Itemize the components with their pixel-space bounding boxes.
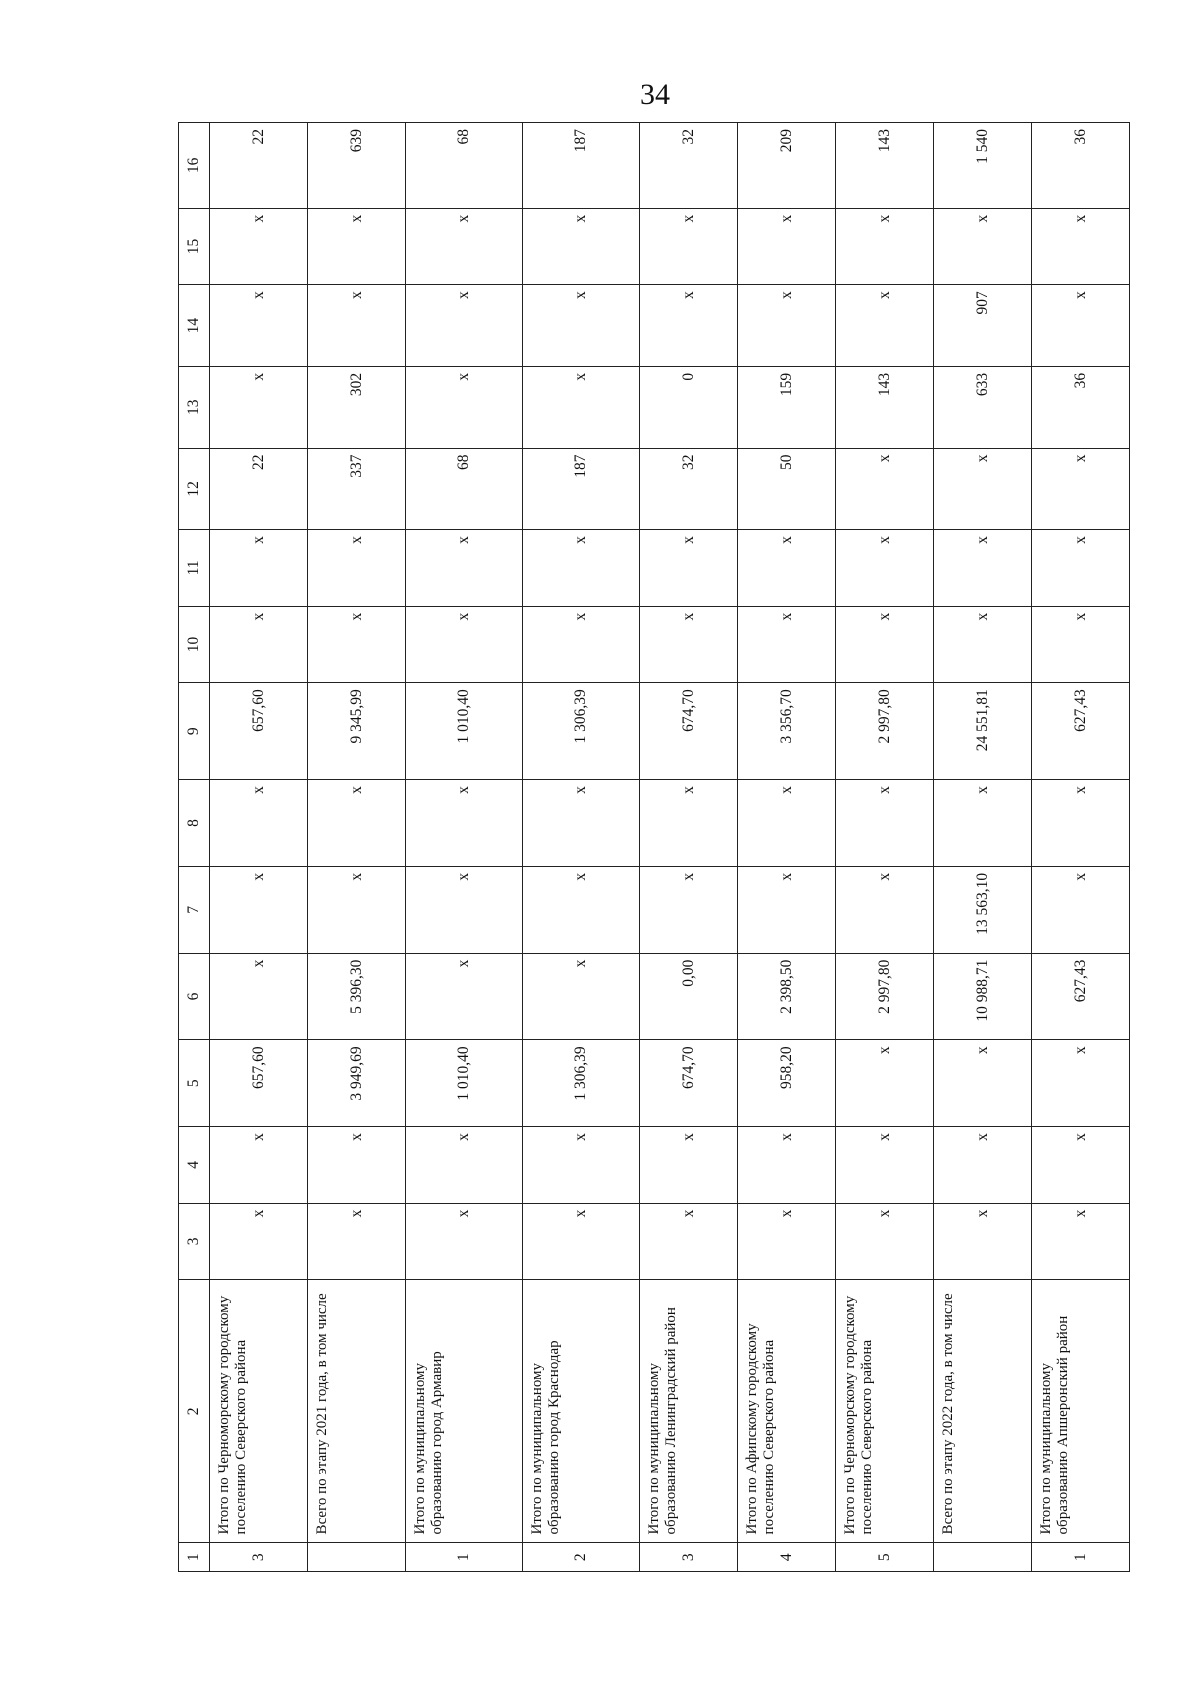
value-cell: x [406, 953, 523, 1040]
value-cell: x [1032, 285, 1130, 367]
value-cell: x [308, 1203, 406, 1280]
value-cell: x [210, 530, 308, 607]
value-cell: x [934, 1127, 1032, 1204]
row-number-cell: 5 [836, 1543, 934, 1572]
value-cell: 68 [406, 448, 523, 530]
value-cell: x [738, 1203, 836, 1280]
row-number-cell: 1 [406, 1543, 523, 1572]
value-cell: x [406, 1203, 523, 1280]
value-cell: 22 [210, 123, 308, 209]
value-cell: 13 563,10 [934, 866, 1032, 953]
column-number-cell: 7 [179, 866, 210, 953]
value-cell: x [210, 606, 308, 683]
value-cell: x [640, 530, 738, 607]
value-cell: x [523, 530, 640, 607]
value-cell: x [934, 1040, 1032, 1127]
value-cell: 5 396,30 [308, 953, 406, 1040]
value-cell: x [523, 366, 640, 448]
value-cell: x [406, 366, 523, 448]
table-row [934, 123, 1032, 1572]
value-cell: x [406, 780, 523, 867]
value-cell: x [934, 448, 1032, 530]
value-cell: 337 [308, 448, 406, 530]
row-number-cell: 1 [1032, 1543, 1130, 1572]
table-row [1032, 123, 1130, 1572]
value-cell: 187 [523, 123, 640, 209]
value-cell: 143 [836, 123, 934, 209]
row-label-cell: Всего по этапу 2022 года, в том числе [934, 1280, 1032, 1543]
value-cell: x [934, 780, 1032, 867]
value-cell: x [738, 285, 836, 367]
value-cell: x [934, 606, 1032, 683]
column-number-cell: 10 [179, 606, 210, 683]
value-cell: x [1032, 606, 1130, 683]
value-cell: x [738, 606, 836, 683]
column-number-cell: 4 [179, 1127, 210, 1204]
value-cell: 2 997,80 [836, 953, 934, 1040]
value-cell: x [836, 1040, 934, 1127]
value-cell: 674,70 [640, 1040, 738, 1127]
row-number-cell: 3 [210, 1543, 308, 1572]
value-cell: x [210, 780, 308, 867]
row-number-cell [934, 1543, 1032, 1572]
row-label-cell: Итого по муниципальному образованию Ленинградский район [640, 1280, 738, 1543]
value-cell: x [210, 208, 308, 285]
row-number-cell: 2 [523, 1543, 640, 1572]
value-cell: 2 398,50 [738, 953, 836, 1040]
value-cell: 2 997,80 [836, 683, 934, 780]
value-cell: 50 [738, 448, 836, 530]
value-cell: 3 949,69 [308, 1040, 406, 1127]
value-cell: 32 [640, 448, 738, 530]
column-number-cell: 16 [179, 123, 210, 209]
value-cell: 1 010,40 [406, 1040, 523, 1127]
value-cell: x [210, 285, 308, 367]
value-cell: 627,43 [1032, 683, 1130, 780]
column-number-cell: 15 [179, 208, 210, 285]
table-row [210, 123, 308, 1572]
value-cell: x [523, 1203, 640, 1280]
value-cell: x [738, 780, 836, 867]
value-cell: x [640, 1127, 738, 1204]
value-cell: x [406, 1127, 523, 1204]
value-cell: x [836, 448, 934, 530]
value-cell: 22 [210, 448, 308, 530]
table-row [738, 123, 836, 1572]
value-cell: x [738, 530, 836, 607]
value-cell: 633 [934, 366, 1032, 448]
value-cell: x [210, 1203, 308, 1280]
value-cell: 3 356,70 [738, 683, 836, 780]
table-row [836, 123, 934, 1572]
row-label-cell: Итого по Черноморскому городскому поселению Северского района [210, 1280, 308, 1543]
value-cell: x [406, 530, 523, 607]
value-cell: x [836, 1203, 934, 1280]
column-number-cell: 14 [179, 285, 210, 367]
value-cell: x [308, 780, 406, 867]
value-cell: x [308, 208, 406, 285]
column-number-cell: 1 [179, 1543, 210, 1572]
value-cell: x [406, 285, 523, 367]
table-wrapper [178, 122, 1089, 1572]
value-cell: 657,60 [210, 683, 308, 780]
value-cell: 187 [523, 448, 640, 530]
value-cell: 674,70 [640, 683, 738, 780]
row-number-cell: 3 [640, 1543, 738, 1572]
value-cell: x [210, 866, 308, 953]
column-number-cell: 6 [179, 953, 210, 1040]
value-cell: 209 [738, 123, 836, 209]
value-cell: 1 306,39 [523, 1040, 640, 1127]
value-cell: x [1032, 866, 1130, 953]
column-number-cell: 8 [179, 780, 210, 867]
row-number-cell: 4 [738, 1543, 836, 1572]
value-cell: x [523, 1127, 640, 1204]
value-cell: 68 [406, 123, 523, 209]
value-cell: x [934, 530, 1032, 607]
value-cell: x [523, 606, 640, 683]
value-cell: x [308, 1127, 406, 1204]
value-cell: x [836, 285, 934, 367]
value-cell: x [1032, 448, 1130, 530]
column-number-cell: 9 [179, 683, 210, 780]
value-cell: 958,20 [738, 1040, 836, 1127]
value-cell: x [836, 606, 934, 683]
value-cell: x [934, 208, 1032, 285]
value-cell: 32 [640, 123, 738, 209]
value-cell: x [308, 866, 406, 953]
value-cell: x [738, 1127, 836, 1204]
value-cell: x [640, 208, 738, 285]
value-cell: x [523, 208, 640, 285]
value-cell: 159 [738, 366, 836, 448]
value-cell: x [1032, 530, 1130, 607]
value-cell: x [406, 866, 523, 953]
row-label-cell: Итого по Афипскому городскому поселению Северского района [738, 1280, 836, 1543]
value-cell: x [1032, 208, 1130, 285]
value-cell: x [836, 866, 934, 953]
value-cell: 627,43 [1032, 953, 1130, 1040]
column-number-cell: 13 [179, 366, 210, 448]
value-cell: x [523, 953, 640, 1040]
value-cell: 657,60 [210, 1040, 308, 1127]
value-cell: 10 988,71 [934, 953, 1032, 1040]
value-cell: x [210, 1127, 308, 1204]
row-number-cell [308, 1543, 406, 1572]
value-cell: x [308, 530, 406, 607]
table-row [308, 123, 406, 1572]
value-cell: x [1032, 1203, 1130, 1280]
value-cell: x [934, 1203, 1032, 1280]
value-cell: x [308, 285, 406, 367]
value-cell: x [836, 780, 934, 867]
column-number-cell: 3 [179, 1203, 210, 1280]
value-cell: x [640, 1203, 738, 1280]
value-cell: 36 [1032, 366, 1130, 448]
value-cell: 0,00 [640, 953, 738, 1040]
value-cell: x [1032, 1127, 1130, 1204]
value-cell: x [640, 780, 738, 867]
value-cell: x [523, 285, 640, 367]
column-number-cell: 12 [179, 448, 210, 530]
value-cell: x [640, 606, 738, 683]
value-cell: 143 [836, 366, 934, 448]
value-cell: x [523, 866, 640, 953]
value-cell: 24 551,81 [934, 683, 1032, 780]
value-cell: x [836, 530, 934, 607]
column-number-cell: 2 [179, 1280, 210, 1543]
value-cell: 302 [308, 366, 406, 448]
row-label-cell: Всего по этапу 2021 года, в том числе [308, 1280, 406, 1543]
value-cell: x [308, 606, 406, 683]
row-label-cell: Итого по Черноморскому городскому поселению Северского района [836, 1280, 934, 1543]
value-cell: x [836, 208, 934, 285]
value-cell: x [523, 780, 640, 867]
value-cell: 9 345,99 [308, 683, 406, 780]
value-cell: 1 540 [934, 123, 1032, 209]
data-table [178, 122, 1130, 1572]
row-label-cell: Итого по муниципальному образованию город Армавир [406, 1280, 523, 1543]
value-cell: 639 [308, 123, 406, 209]
value-cell: x [406, 606, 523, 683]
table-row [406, 123, 523, 1572]
value-cell: x [738, 866, 836, 953]
page-number: 34 [640, 78, 670, 111]
value-cell: x [1032, 1040, 1130, 1127]
value-cell: 1 010,40 [406, 683, 523, 780]
table-row [523, 123, 640, 1572]
value-cell: 36 [1032, 123, 1130, 209]
value-cell: x [406, 208, 523, 285]
column-number-cell: 5 [179, 1040, 210, 1127]
column-number-row [179, 123, 210, 1572]
value-cell: x [640, 866, 738, 953]
value-cell: 0 [640, 366, 738, 448]
value-cell: 1 306,39 [523, 683, 640, 780]
value-cell: x [210, 366, 308, 448]
value-cell: x [210, 953, 308, 1040]
value-cell: 907 [934, 285, 1032, 367]
column-number-cell: 11 [179, 530, 210, 607]
table-row [640, 123, 738, 1572]
value-cell: x [640, 285, 738, 367]
row-label-cell: Итого по муниципальному образованию Апшеронский район [1032, 1280, 1130, 1543]
value-cell: x [738, 208, 836, 285]
value-cell: x [1032, 780, 1130, 867]
value-cell: x [836, 1127, 934, 1204]
row-label-cell: Итого по муниципальному образованию город Краснодар [523, 1280, 640, 1543]
